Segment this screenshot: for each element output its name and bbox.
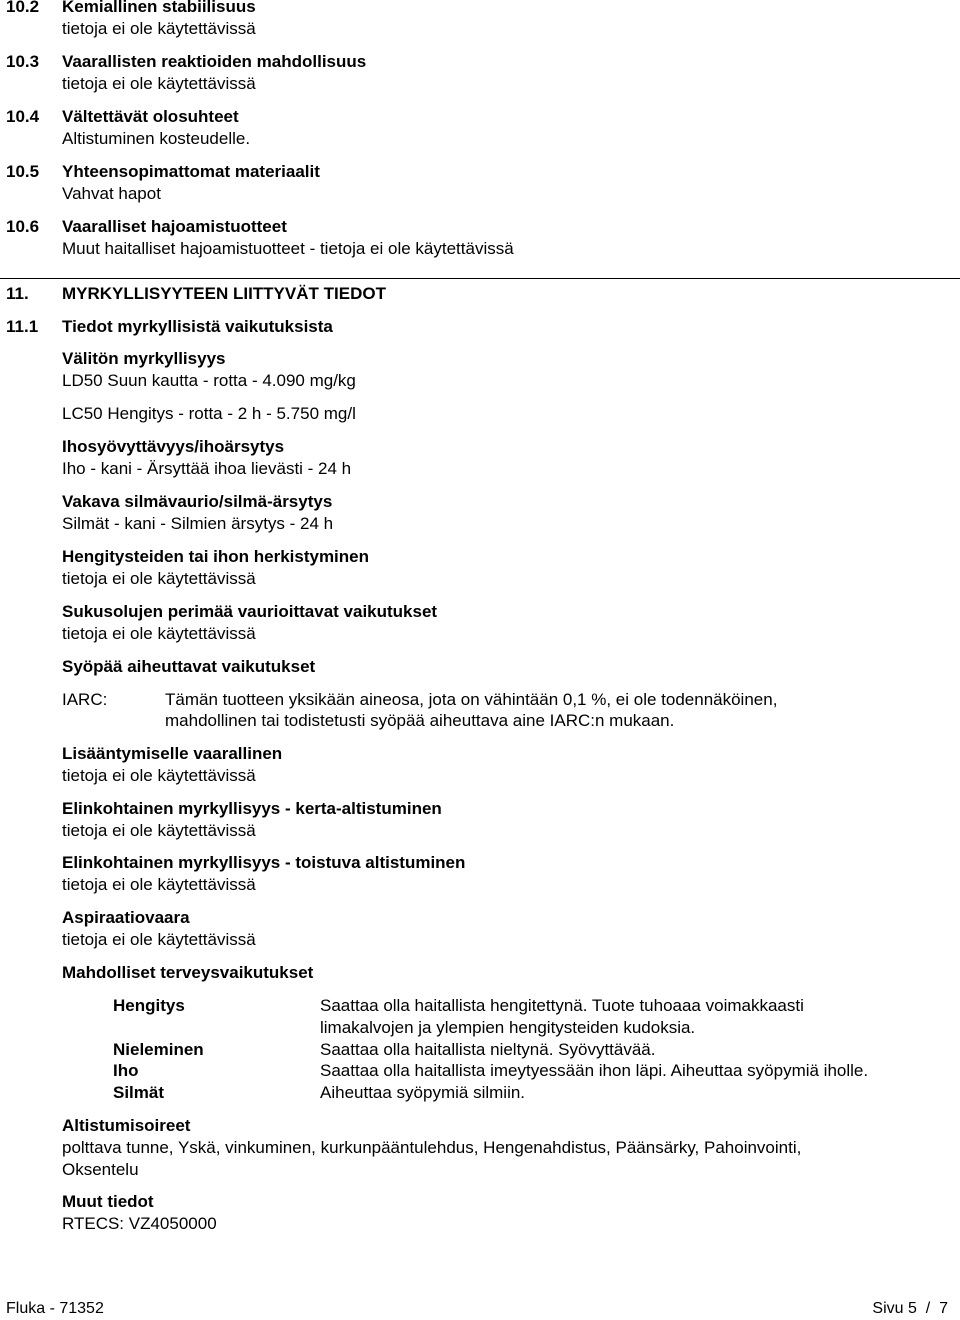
- symptoms-text-line1: polttava tunne, Yskä, vinkuminen, kurkunpääntulehdus, Hengenahdistus, Päänsärky, Pahoinvointi,: [62, 1138, 802, 1157]
- sensitization-text: tietoja ei ole käytettävissä: [62, 569, 256, 588]
- section-10-5-number: 10.5: [6, 162, 40, 181]
- eyes-text: Aiheuttaa syöpymiä silmiin.: [320, 1083, 526, 1102]
- eye-damage-heading: Vakava silmävaurio/silmä-ärsytys: [62, 492, 333, 511]
- skin-corrosion-heading: Ihosyövyttävyys/ihoärsytys: [62, 437, 285, 456]
- stot-repeated-text: tietoja ei ole käytettävissä: [62, 875, 256, 894]
- inhalation-text-line2: limakalvojen ja ylempien hengitysteiden kudoksia.: [320, 1018, 696, 1037]
- inhalation-label: Hengitys: [113, 996, 185, 1015]
- section-11-number: 11.: [6, 284, 29, 303]
- section-10-6-number: 10.6: [6, 217, 40, 236]
- germ-cell-heading: Sukusolujen perimää vaurioittavat vaikutukset: [62, 602, 438, 621]
- section-10-6-text: Muut haitalliset hajoamistuotteet - tietoja ei ole käytettävissä: [62, 239, 514, 258]
- section-11-title: MYRKYLLISYYTEEN LIITTYVÄT TIEDOT: [62, 284, 386, 303]
- section-11-1-title: Tiedot myrkyllisistä vaikutuksista: [62, 317, 333, 336]
- iarc-label: IARC:: [62, 690, 108, 709]
- health-effects-heading: Mahdolliset terveysvaikutukset: [62, 963, 314, 982]
- carcinogenicity-heading: Syöpää aiheuttavat vaikutukset: [62, 657, 316, 676]
- section-10-6-title: Vaaralliset hajoamistuotteet: [62, 217, 287, 236]
- ld50-text: LD50 Suun kautta - rotta - 4.090 mg/kg: [62, 371, 356, 390]
- inhalation-text-line1: Saattaa olla haitallista hengitettynä. Tuote tuhoaaa voimakkaasti: [320, 996, 804, 1015]
- section-10-2-number: 10.2: [6, 0, 40, 16]
- lc50-text: LC50 Hengitys - rotta - 2 h - 5.750 mg/l: [62, 404, 356, 423]
- section-10-2-title: Kemiallinen stabiilisuus: [62, 0, 256, 16]
- section-10-2-text: tietoja ei ole käytettävissä: [62, 19, 256, 38]
- acute-toxicity-heading: Välitön myrkyllisyys: [62, 349, 226, 368]
- footer-product: Fluka - 71352: [6, 1300, 104, 1317]
- reproductive-text: tietoja ei ole käytettävissä: [62, 766, 256, 785]
- eyes-label: Silmät: [113, 1083, 165, 1102]
- section-10-4-number: 10.4: [6, 107, 40, 126]
- skin-corrosion-text: Iho - kani - Ärsyttää ihoa lievästi - 24 h: [62, 459, 352, 478]
- section-10-3-title: Vaarallisten reaktioiden mahdollisuus: [62, 52, 367, 71]
- iarc-text-line2: mahdollinen tai todistetusti syöpää aiheuttava aine IARC:n mukaan.: [165, 711, 675, 730]
- eye-damage-text: Silmät - kani - Silmien ärsytys - 24 h: [62, 514, 334, 533]
- reproductive-heading: Lisääntymiselle vaarallinen: [62, 744, 283, 763]
- section-11-1-number: 11.1: [6, 317, 39, 336]
- iarc-text-line1: Tämän tuotteen yksikään aineosa, jota on vähintään 0,1 %, ei ole todennäköinen,: [165, 690, 778, 709]
- skin-label: Iho: [113, 1061, 139, 1080]
- section-divider: [0, 278, 960, 279]
- section-10-3-text: tietoja ei ole käytettävissä: [62, 74, 256, 93]
- ingestion-text: Saattaa olla haitallista nieltynä. Syövyttävää.: [320, 1040, 656, 1059]
- other-info-heading: Muut tiedot: [62, 1192, 154, 1211]
- germ-cell-text: tietoja ei ole käytettävissä: [62, 624, 256, 643]
- aspiration-text: tietoja ei ole käytettävissä: [62, 930, 256, 949]
- stot-single-heading: Elinkohtainen myrkyllisyys - kerta-altistuminen: [62, 799, 442, 818]
- section-10-5-text: Vahvat hapot: [62, 184, 161, 203]
- symptoms-heading: Altistumisoireet: [62, 1116, 191, 1135]
- ingestion-label: Nieleminen: [113, 1040, 204, 1059]
- section-10-4-title: Vältettävät olosuhteet: [62, 107, 239, 126]
- section-10-3-number: 10.3: [6, 52, 40, 71]
- rtecs-text: RTECS: VZ4050000: [62, 1214, 217, 1233]
- section-10-4-text: Altistuminen kosteudelle.: [62, 129, 251, 148]
- aspiration-heading: Aspiraatiovaara: [62, 908, 190, 927]
- stot-repeated-heading: Elinkohtainen myrkyllisyys - toistuva altistuminen: [62, 853, 466, 872]
- section-10-5-title: Yhteensopimattomat materiaalit: [62, 162, 320, 181]
- skin-text: Saattaa olla haitallista imeytyessään ihon läpi. Aiheuttaa syöpymiä iholle.: [320, 1061, 869, 1080]
- footer-page: Sivu 5 / 7: [872, 1300, 948, 1317]
- stot-single-text: tietoja ei ole käytettävissä: [62, 821, 256, 840]
- sensitization-heading: Hengitysteiden tai ihon herkistyminen: [62, 547, 370, 566]
- symptoms-text-line2: Oksentelu: [62, 1160, 139, 1179]
